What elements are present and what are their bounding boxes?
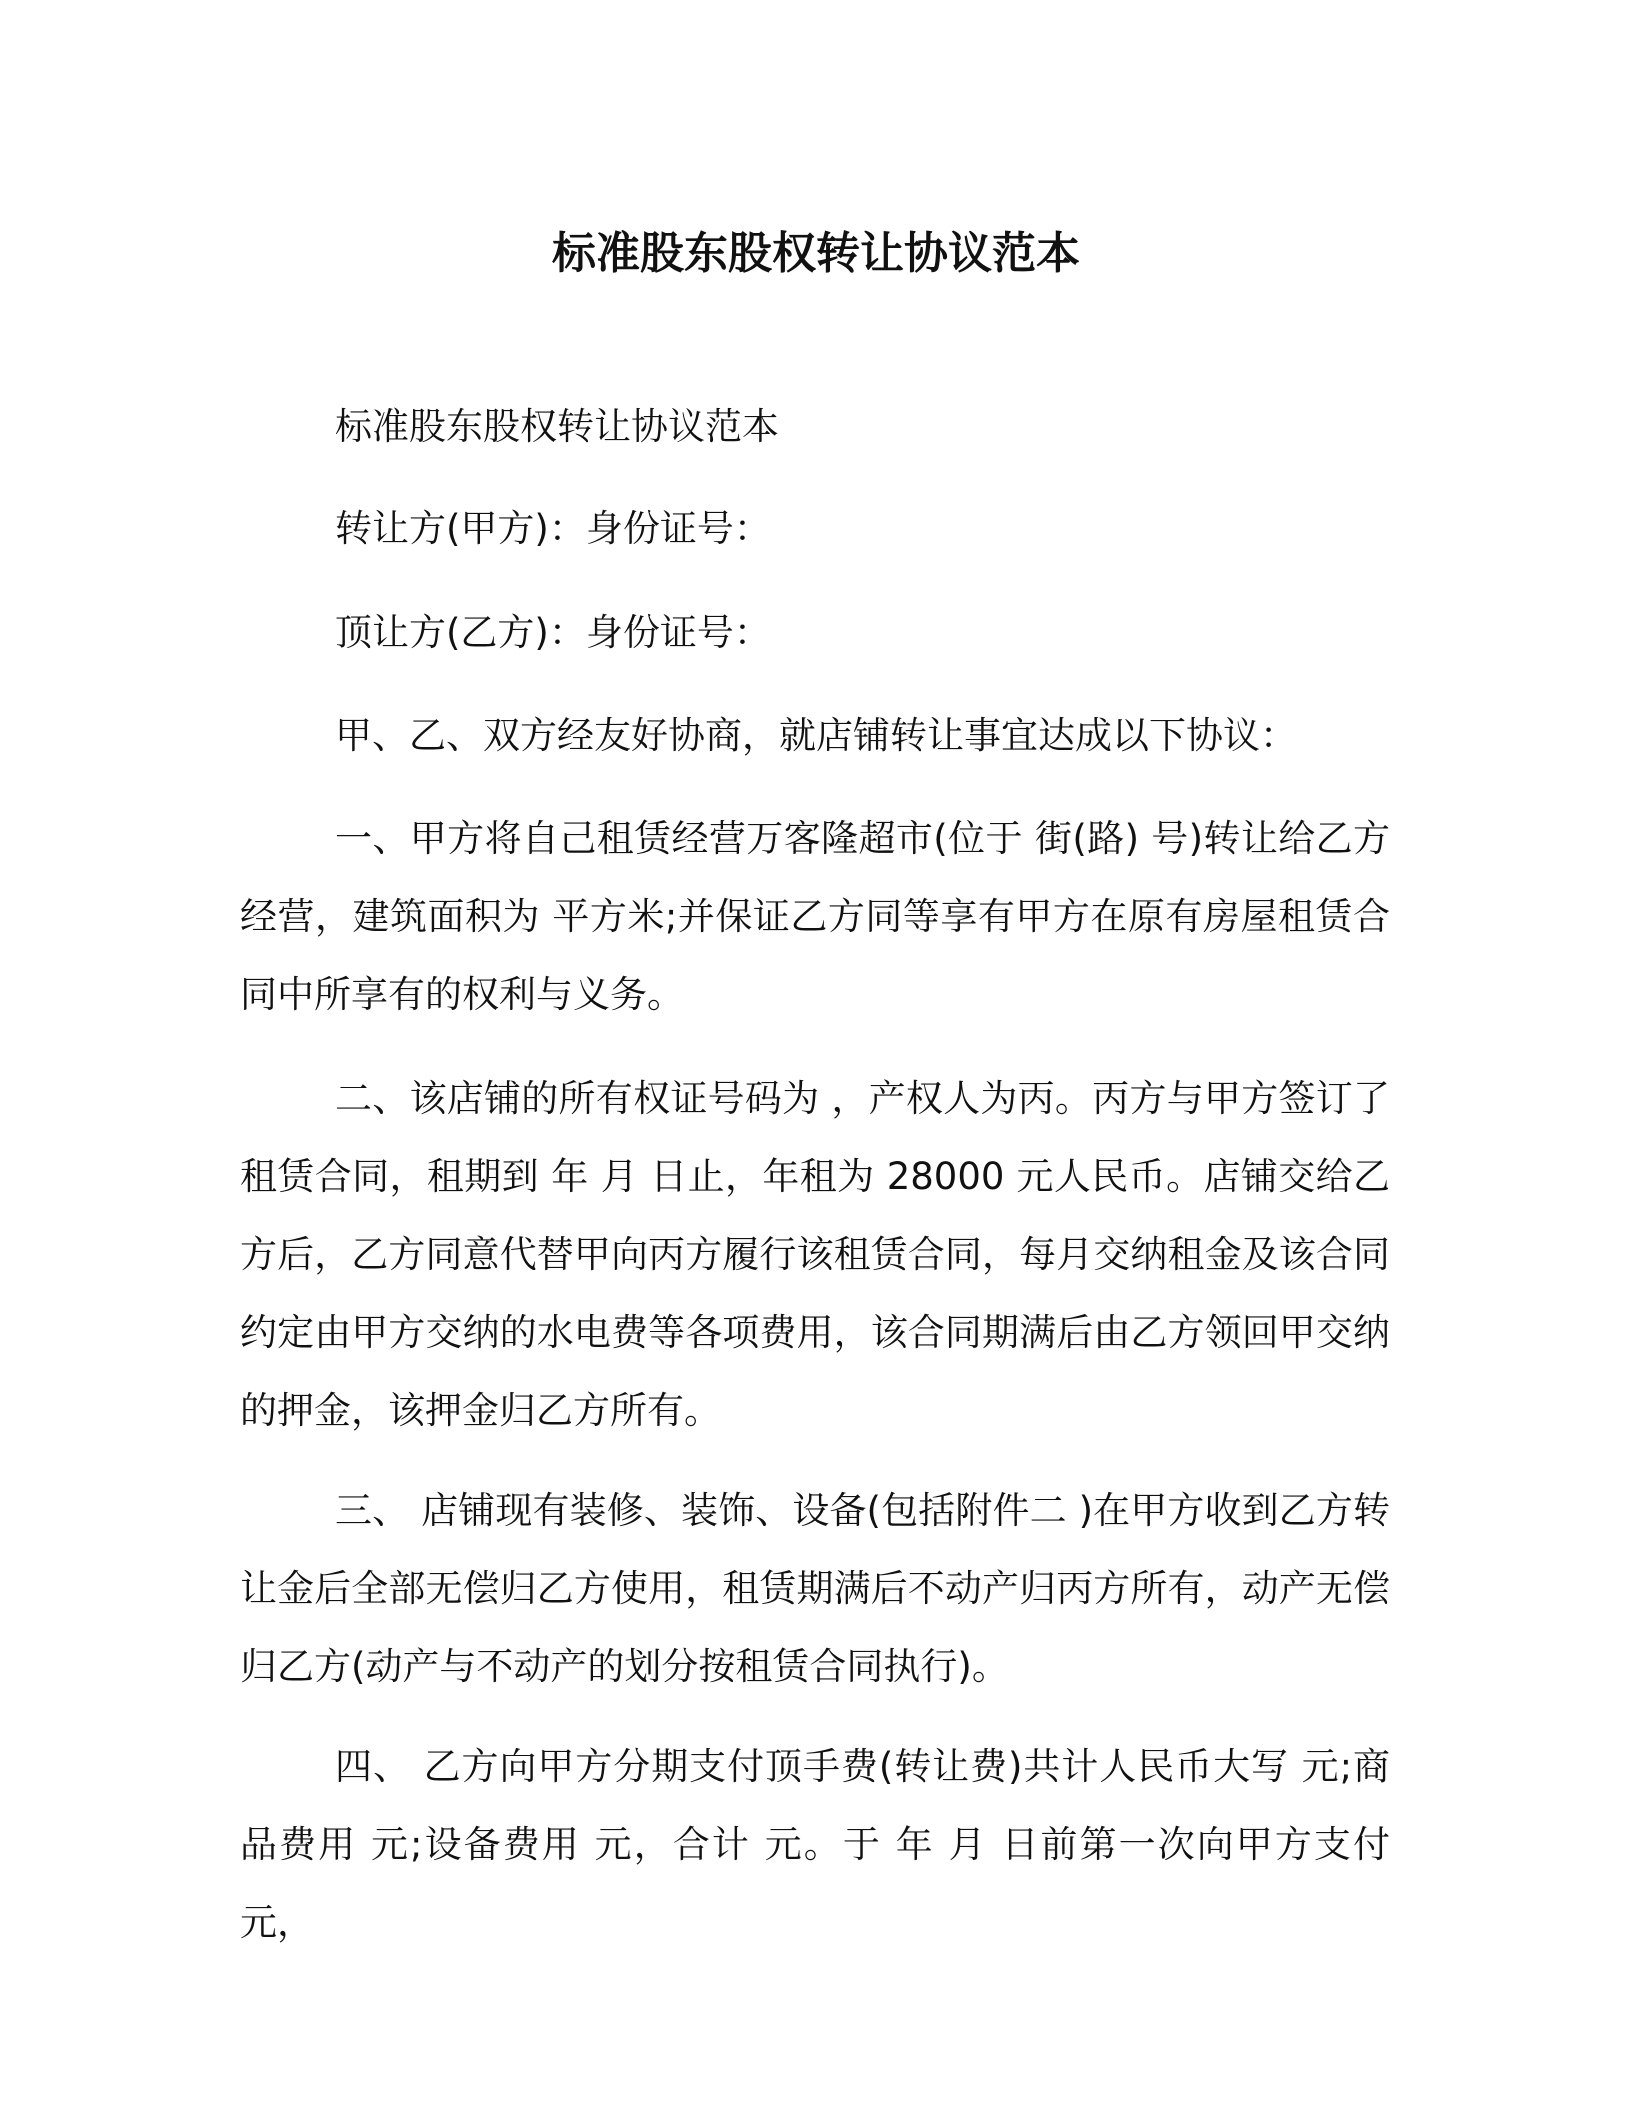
clause-3: 三、 店铺现有装修、装饰、设备(包括附件二 )在甲方收到乙方转让金后全部无偿归乙方使用，租赁期满后不动产归丙方所有，动产无偿归乙方(动产与不动产的划分按租赁合同执行)。 — [240, 1489, 1390, 1688]
document-title: 标准股东股权转让协议范本 — [552, 228, 1080, 279]
document-subtitle: 标准股东股权转让协议范本 — [335, 405, 779, 448]
clause-2: 二、该店铺的所有权证号码为 ，产权人为丙。丙方与甲方签订了租赁合同，租期到 年 月 日止，年租为 28000 元人民币。店铺交给乙方后，乙方同意代替甲向丙方履行该租赁合同，每月交纳租金及该合同约定由甲方交纳的水电费等各项费用，该合同期满后由乙方领回甲交纳的押金，该押金归乙方所有。 — [240, 1077, 1390, 1432]
clause-4: 四、 乙方向甲方分期支付顶手费(转让费)共计人民币大写 元;商品费用 元;设备费用 元，合计 元。于 年 月 日前第一次向甲方支付 元， — [240, 1745, 1390, 1944]
party-b-line: 顶让方(乙方)：身份证号： — [335, 611, 771, 654]
preamble-line: 甲、乙、双方经友好协商，就店铺转让事宜达成以下协议： — [335, 714, 1297, 757]
clause-1: 一、甲方将自己租赁经营万客隆超市(位于 街(路) 号)转让给乙方经营，建筑面积为 平方米;并保证乙方同等享有甲方在原有房屋租赁合同中所享有的权利与义务。 — [240, 817, 1390, 1016]
party-a-line: 转让方(甲方)：身份证号： — [335, 507, 771, 550]
